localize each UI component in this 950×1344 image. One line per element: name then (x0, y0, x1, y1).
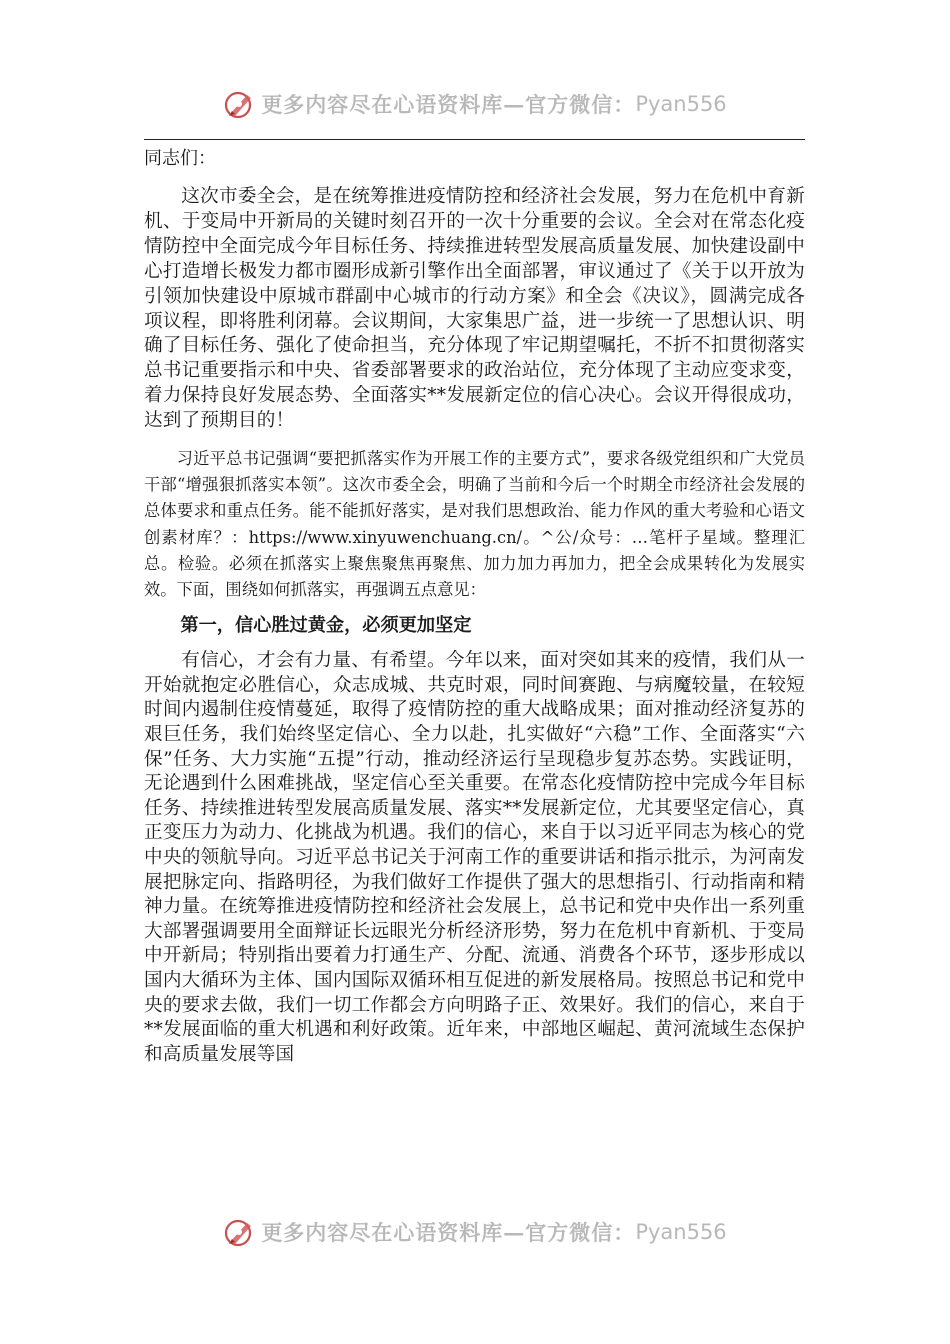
section-heading-1: 第一，信心胜过黄金，必须更加坚定 (180, 615, 472, 637)
footer-banner-id: Pyan556 (635, 1220, 727, 1244)
pen-logo-icon (223, 1215, 257, 1249)
paragraph-3: 有信心，才会有力量、有希望。今年以来，面对突如其来的疫情，我们从一开始就抱定必胜信心，众志成城、共克时艰，同时间赛跑、与病魔较量，在较短时间内遏制住疫情蔓延，取得了疫情防控的重大战略成果；面对推动经济复苏的艰巨任务，我们始终坚定信心、全力以赴，扎实做好“六稳”工作、全面落实“六保”任务、大力实施“五提”行动，推动经济运行呈现稳步复苏态势。实践证明，无论遇到什么困难挑战，坚定信心至关重要。在常态化疫情防控中完成今年目标任务、持续推进转型发展高质量发展、落实**发展新定位，尤其要坚定信心，真正变压力为动力、化挑战为机遇。我们的信心，来自于以习近平同志为核心的党中央的领航导向。习近平总书记关于河南工作的重要讲话和指示批示，为河南发展把脉定向、指路明径，为我们做好工作提供了强大的思想指引、行动指南和精神力量。在统筹推进疫情防控和经济社会发展上，总书记和党中央作出一系列重大部署强调要用全面辩证长远眼光分析经济形势，努力在危机中育新机、于变局中开新局；特别指出要着力打通生产、分配、流通、消费各个环节，逐步形成以国内大循环为主体、国内国际双循环相互促进的新发展格局。按照总书记和党中央的要求去做，我们一切工作都会方向明路子正、效果好。我们的信心，来自于**发展面临的重大机遇和利好政策。近年来，中部地区崛起、黄河流域生态保护和高质量发展等国 (144, 650, 805, 1065)
paragraph-1: 这次市委全会，是在统筹推进疫情防控和经济社会发展，努力在危机中育新机、于变局中开新局的关键时刻召开的一次十分重要的会议。全会对在常态化疫情防控中全面完成今年目标任务、持续推进转型发展高质量发展、加快建设副中心打造增长极发力都市圈形成新引擎作出全面部署，审议通过了《关于以开放为引领加快建设中原城市群副中心城市的行动方案》和全会《决议》，圆满完成各项议程，即将胜利闭幕。会议期间，大家集思广益，进一步统一了思想认识、明确了目标任务、强化了使命担当，充分体现了牢记期望嘱托，不折不扣贯彻落实总书记重要指示和中央、省委部署要求的政治站位，充分体现了主动应变求变，着力保持良好发展态势、全面落实**发展新定位的信心决心。会议开得很成功，达到了预期目的！ (144, 186, 805, 432)
paragraph-2: 习近平总书记强调“要把抓落实作为开展工作的主要方式”，要求各级党组织和广大党员干部“增强狠抓落实本领”。这次市委全会，明确了当前和今后一个时期全市经济社会发展的总体要求和重点任务。能不能抓好落实，是对我们思想政治、能力作风的重大考验和心语文创素材库？：https://www.xinyuwenchuang.cn/。^公/众号：…笔杆子星域。整理汇总。检验。必须在抓落实上聚焦聚焦再聚焦、加力加力再加力，把全会成果转化为发展实效。下面，围绕如何抓落实，再强调五点意见： (144, 449, 805, 600)
salutation: 同志们： (144, 148, 216, 169)
header-rule (144, 139, 805, 140)
footer-banner-text: 更多内容尽在心语资料库—官方微信： (261, 1220, 636, 1245)
footer-banner (0, 1212, 950, 1252)
document-body (144, 146, 805, 1067)
header-banner-text: 更多内容尽在心语资料库—官方微信： (261, 92, 636, 117)
pen-logo-icon (223, 87, 257, 121)
header-banner-id: Pyan556 (635, 92, 727, 116)
header-banner (0, 84, 950, 124)
